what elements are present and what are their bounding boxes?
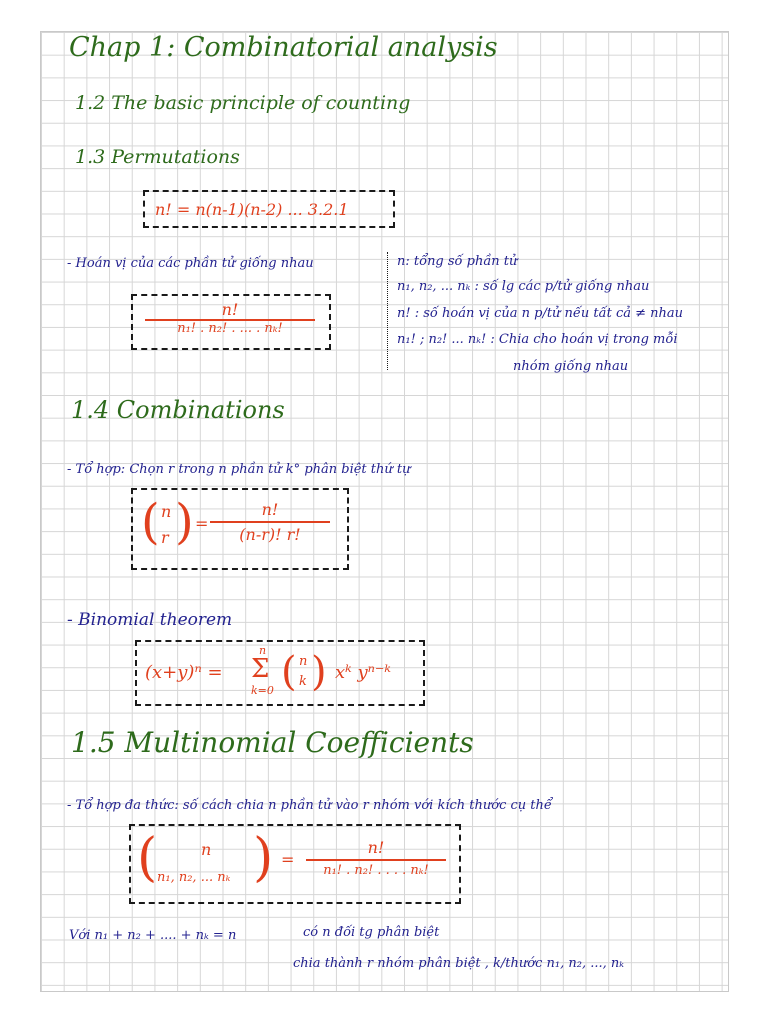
fraction-bar	[306, 859, 446, 861]
multinomial-note-1: có n đối tg phân biệt	[303, 925, 440, 940]
fraction-denominator: n₁! . n₂! . . . . nₖ!	[323, 862, 429, 878]
sum-lower-limit: k=0	[251, 684, 274, 697]
section-1-5-heading: 1.5 Multinomial Coefficients	[71, 726, 474, 759]
section-1-3-heading: 1.3 Permutations	[75, 146, 240, 168]
graph-paper-page	[40, 31, 729, 992]
identical-permutation-label: - Hoán vị của các phần tử giống nhau	[67, 256, 314, 271]
binom-bottom: r	[161, 528, 169, 547]
fraction-bar	[210, 521, 330, 523]
multinomial-condition: Với n₁ + n₂ + .... + nₖ = n	[69, 928, 237, 943]
multinomial-bottom: n₁, n₂, ... nₖ	[157, 870, 231, 885]
notes-brace	[387, 252, 388, 370]
note-line-3: n! : số hoán vị của n p/tử nếu tất cả ≠ nhau	[397, 306, 684, 321]
fraction-denominator: (n-r)! r!	[239, 524, 301, 544]
coef-top: n	[299, 654, 308, 669]
note-line-1: n: tổng số phần tử	[397, 254, 518, 269]
combination-fraction	[207, 500, 333, 544]
multinomial-fraction	[303, 838, 449, 878]
section-1-2-heading: 1.2 The basic principle of counting	[75, 92, 411, 114]
section-1-4-heading: 1.4 Combinations	[71, 396, 285, 424]
note-line-5: nhóm giống nhau	[513, 359, 629, 374]
equals-sign: =	[195, 514, 209, 533]
permutation-formula: n! = n(n-1)(n-2) ... 3.2.1	[155, 200, 349, 219]
left-paren: (	[281, 649, 297, 695]
fraction-numerator: n!	[221, 300, 239, 319]
left-paren: (	[141, 494, 160, 550]
left-paren: (	[137, 828, 158, 888]
combination-label: - Tổ hợp: Chọn r trong n phần tử k° phân biệt thứ tự	[67, 462, 411, 477]
right-paren: )	[253, 828, 274, 888]
binomial-rhs: xᵏ yⁿ⁻ᵏ	[335, 662, 391, 683]
sum-upper-limit: n	[259, 644, 267, 657]
equals-sign: =	[281, 850, 295, 869]
multinomial-note-2: chia thành r nhóm phân biệt , k/thước n₁, n₂, ..., nₖ	[293, 956, 624, 971]
coef-bottom: k	[299, 674, 307, 689]
binom-top: n	[161, 502, 172, 521]
binomial-lhs: (x+y)ⁿ =	[145, 662, 223, 683]
note-line-4: n₁! ; n₂! ... nₖ! : Chia cho hoán vị trong mỗi	[397, 332, 678, 347]
fraction-denominator: n₁! . n₂! . ... . nₖ!	[177, 320, 283, 336]
right-paren: )	[175, 494, 194, 550]
right-paren: )	[311, 649, 327, 695]
sigma-symbol: Σ	[251, 654, 270, 684]
multinomial-top: n	[201, 840, 212, 859]
binomial-label: - Binomial theorem	[67, 610, 233, 630]
multinomial-label: - Tổ hợp đa thức: số cách chia n phần tử vào r nhóm với kích thước cụ thể	[67, 798, 552, 813]
fraction-numerator: n!	[261, 500, 279, 519]
identical-permutation-fraction	[141, 300, 319, 336]
chapter-title: Chap 1: Combinatorial analysis	[69, 32, 498, 63]
fraction-numerator: n!	[367, 838, 385, 857]
note-line-2: n₁, n₂, ... nₖ : số lg các p/tử giống nhau	[397, 279, 650, 294]
